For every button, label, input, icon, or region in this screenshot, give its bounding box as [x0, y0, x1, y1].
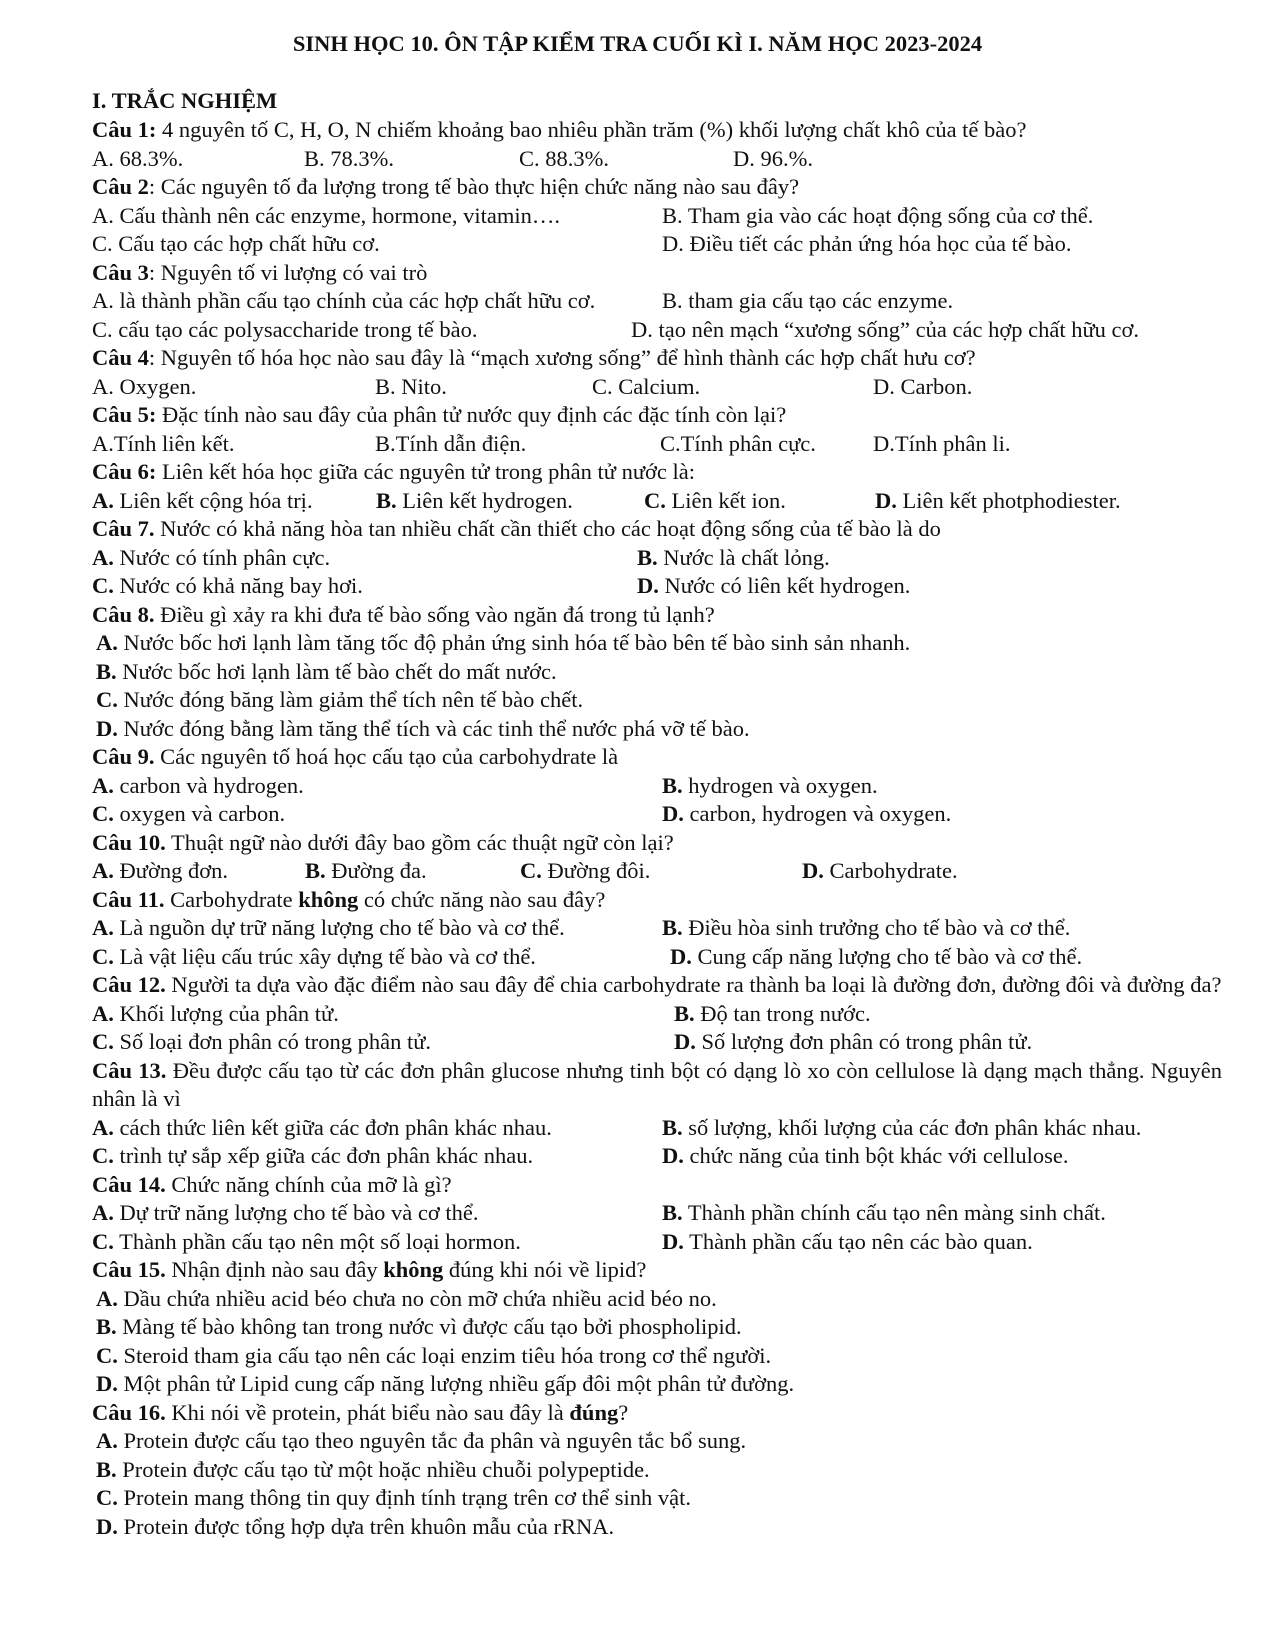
option-text: Màng tế bào không tan trong nước vì được cấu tạo bởi phospholipid. — [116, 1314, 742, 1339]
question-text: 4 nguyên tố C, H, O, N chiếm khoảng bao nhiêu phần trăm (%) khối lượng chất khô của tế bào? — [156, 117, 1027, 142]
answer-option — [92, 857, 228, 886]
answer-option — [92, 316, 477, 345]
question-number: Câu 12. — [92, 972, 166, 997]
option-row — [92, 1513, 1222, 1542]
option-letter: A. — [92, 1000, 114, 1026]
option-text: Nước đóng bằng làm tăng thể tích và các tinh thể nước phá vỡ tế bào. — [117, 715, 750, 741]
option-letter: C. — [519, 145, 540, 171]
option-row — [92, 943, 1222, 972]
option-letter: B. — [662, 1200, 683, 1225]
option-text: Tham gia vào các hoạt động sống của cơ thể. — [682, 202, 1094, 228]
emphasis-text: không — [298, 886, 359, 912]
option-letter: C. — [96, 1342, 118, 1368]
answer-option — [96, 629, 910, 658]
question-block — [92, 1399, 1222, 1542]
answer-option — [660, 430, 816, 459]
answer-option — [96, 1342, 771, 1371]
option-text: Nước bốc hơi lạnh làm tăng tốc độ phản ứng sinh hóa tế bào bên tế bào sinh sản nhanh. — [117, 630, 911, 655]
option-letter: D. — [875, 487, 897, 513]
answer-option — [875, 487, 1121, 516]
option-letter: D. — [662, 1228, 684, 1254]
option-letter: D. — [96, 1371, 118, 1396]
answer-option — [674, 1028, 1032, 1057]
option-row — [92, 1028, 1222, 1057]
question-text: đúng khi nói về lipid? — [443, 1257, 647, 1282]
option-row — [92, 230, 1222, 259]
answer-option — [96, 1484, 691, 1513]
answer-option — [92, 800, 285, 829]
option-row — [92, 658, 1222, 687]
option-text: chức năng của tinh bột khác với cellulose. — [683, 1143, 1069, 1168]
question-number: Câu 7. — [92, 516, 155, 541]
option-text: Protein mang thông tin quy định tính trạng trên cơ thể sinh vật. — [117, 1485, 691, 1510]
option-letter: C. — [96, 1485, 118, 1510]
question-number: Câu 2 — [92, 174, 149, 199]
option-letter: C. — [96, 687, 118, 712]
question-text: Người ta dựa vào đặc điểm nào sau đây để chia carbohydrate ra thành ba loại là đường đơn, đường đôi và đường đa? — [165, 972, 1222, 997]
option-text: Nước có tính phân cực. — [113, 544, 331, 570]
option-letter: A. — [92, 544, 114, 570]
option-text: Tính phân cực. — [680, 430, 816, 456]
option-text: Steroid tham gia cấu tạo nên các loại enzim tiêu hóa trong cơ thể người. — [117, 1342, 772, 1368]
option-letter: B. — [674, 1000, 695, 1026]
option-letter: B. — [662, 772, 683, 798]
question-number: Câu 13. — [92, 1057, 167, 1083]
option-text: Tính phân li. — [894, 430, 1011, 456]
question-text: Điều gì xảy ra khi đưa tế bào sống vào ngăn đá trong tủ lạnh? — [154, 601, 715, 627]
question-stem — [92, 458, 1222, 487]
answer-option — [92, 772, 304, 801]
question-text: Các nguyên tố hoá học cấu tạo của carbohydrate là — [154, 744, 619, 769]
answer-option — [92, 544, 330, 573]
option-letter: B. — [96, 1314, 117, 1339]
question-stem — [92, 344, 1222, 373]
question-stem — [92, 515, 1222, 544]
option-text: carbon và hydrogen. — [113, 772, 304, 798]
answer-option — [92, 1228, 521, 1257]
option-row — [92, 544, 1222, 573]
question-stem — [92, 886, 1222, 915]
option-text: oxygen và carbon. — [113, 801, 286, 826]
question-block — [92, 116, 1222, 173]
option-text: Thành phần cấu tạo nên các bào quan. — [683, 1228, 1033, 1254]
option-text: Liên kết ion. — [665, 487, 786, 513]
question-stem — [92, 601, 1222, 630]
question-block — [92, 458, 1222, 515]
answer-option — [674, 1000, 871, 1029]
option-row — [92, 1199, 1222, 1228]
answer-option — [305, 857, 427, 886]
answer-option — [92, 202, 560, 231]
option-row — [92, 1484, 1222, 1513]
question-block — [92, 259, 1222, 345]
question-list — [92, 116, 1222, 1541]
question-stem — [92, 1057, 1222, 1114]
question-block — [92, 1256, 1222, 1399]
option-letter: B. — [662, 288, 683, 313]
option-letter: C. — [92, 1029, 114, 1054]
question-block — [92, 886, 1222, 972]
option-text: Protein được cấu tạo từ một hoặc nhiều chuỗi polypeptide. — [116, 1456, 650, 1482]
option-text: trình tự sắp xếp giữa các đơn phân khác nhau. — [113, 1143, 534, 1168]
question-number: Câu 14. — [92, 1171, 166, 1197]
question-number: Câu 6: — [92, 459, 157, 484]
option-row — [92, 686, 1222, 715]
question-number: Câu 10. — [92, 829, 166, 855]
answer-option — [376, 487, 573, 516]
option-letter: B. — [96, 1456, 117, 1482]
answer-option — [92, 1114, 552, 1143]
question-number: Câu 15. — [92, 1257, 166, 1282]
option-text: Liên kết hydrogen. — [396, 487, 573, 513]
option-text: Thành phần cấu tạo nên một số loại hormon. — [113, 1228, 521, 1254]
answer-option — [662, 914, 1070, 943]
answer-option — [662, 1199, 1106, 1228]
option-text: Oxygen. — [113, 373, 197, 399]
option-letter: C. — [92, 573, 114, 598]
option-letter: B. — [637, 544, 658, 570]
option-letter: C. — [644, 487, 666, 513]
emphasis-text: không — [383, 1257, 444, 1282]
question-text: Khi nói về protein, phát biểu nào sau đây là — [165, 1399, 570, 1425]
question-stem — [92, 173, 1222, 202]
option-letter: A. — [92, 1114, 114, 1140]
answer-option — [662, 1114, 1141, 1143]
option-letter: D. — [873, 373, 895, 399]
option-letter: C. — [660, 430, 681, 456]
option-letter: B. — [376, 487, 397, 513]
question-text: : Các nguyên tố đa lượng trong tế bào thực hiện chức năng nào sau đây? — [148, 174, 800, 199]
option-letter: B. — [375, 373, 396, 399]
question-stem — [92, 743, 1222, 772]
answer-option — [92, 1142, 533, 1171]
option-letter: A. — [96, 1285, 118, 1311]
option-letter: D. — [873, 430, 895, 456]
option-text: Là vật liệu cấu trúc xây dựng tế bào và cơ thể. — [113, 943, 536, 969]
option-letter: C. — [92, 801, 114, 826]
option-text: Cung cấp năng lượng cho tế bào và cơ thể. — [691, 943, 1083, 969]
option-text: 78.3%. — [324, 145, 395, 171]
question-text: Liên kết hóa học giữa các nguyên tử trong phân tử nước là: — [156, 459, 696, 484]
option-row — [92, 629, 1222, 658]
option-letter: D. — [670, 943, 692, 969]
option-text: Là nguồn dự trữ năng lượng cho tế bào và cơ thể. — [113, 915, 565, 940]
answer-option — [92, 430, 234, 459]
question-block — [92, 344, 1222, 401]
question-number: Câu 5: — [92, 402, 157, 427]
option-row — [92, 1427, 1222, 1456]
question-stem — [92, 971, 1222, 1000]
question-number: Câu 1: — [92, 117, 157, 142]
option-letter: A. — [92, 487, 114, 513]
option-text: Số loại đơn phân có trong phân tử. — [113, 1029, 432, 1054]
option-text: 68.3%. — [113, 145, 184, 171]
answer-option — [733, 145, 813, 174]
option-letter: C. — [92, 1143, 114, 1168]
option-letter: C. — [92, 943, 114, 969]
question-block — [92, 743, 1222, 829]
answer-option — [662, 800, 951, 829]
option-text: Số lượng đơn phân có trong phân tử. — [695, 1029, 1033, 1054]
question-number: Câu 3 — [92, 259, 149, 285]
option-text: Liên kết photphodiester. — [896, 487, 1121, 513]
answer-option — [92, 914, 565, 943]
option-letter: A. — [92, 145, 114, 171]
question-text: ? — [618, 1399, 629, 1425]
answer-option — [520, 857, 650, 886]
option-row — [92, 1456, 1222, 1485]
option-text: 96.%. — [754, 145, 813, 171]
option-row — [92, 1228, 1222, 1257]
answer-option — [637, 572, 910, 601]
answer-option — [375, 430, 526, 459]
option-text: Nito. — [395, 373, 447, 399]
section-heading: I. TRẮC NGHIỆM — [92, 88, 278, 113]
question-number: Câu 9. — [92, 744, 155, 769]
question-stem — [92, 1256, 1222, 1285]
answer-option — [96, 1285, 717, 1314]
option-row — [92, 857, 1222, 886]
option-text: Thành phần chính cấu tạo nên màng sinh chất. — [682, 1200, 1106, 1225]
question-block — [92, 173, 1222, 259]
answer-option — [92, 1199, 479, 1228]
question-stem — [92, 116, 1222, 145]
question-stem — [92, 259, 1222, 288]
option-row — [92, 287, 1222, 316]
option-text: carbon, hydrogen và oxygen. — [683, 801, 952, 826]
option-row — [92, 572, 1222, 601]
option-row — [92, 1313, 1222, 1342]
answer-option — [802, 857, 958, 886]
answer-option — [637, 544, 830, 573]
option-text: Tính liên kết. — [113, 430, 235, 456]
option-row — [92, 800, 1222, 829]
option-text: Protein được tổng hợp dựa trên khuôn mẫu của rRNA. — [117, 1513, 615, 1539]
option-letter: D. — [96, 1513, 118, 1539]
answer-option — [92, 572, 363, 601]
option-letter: B. — [304, 145, 325, 171]
option-letter: A. — [96, 630, 118, 655]
question-stem — [92, 1399, 1222, 1428]
question-block — [92, 601, 1222, 744]
option-row — [92, 1285, 1222, 1314]
option-letter: D. — [674, 1029, 696, 1054]
option-text: Đường đa. — [325, 858, 427, 883]
option-text: Protein được cấu tạo theo nguyên tắc đa phân và nguyên tắc bổ sung. — [117, 1428, 747, 1453]
answer-option — [873, 373, 972, 402]
option-text: là thành phần cấu tạo chính của các hợp chất hữu cơ. — [113, 288, 596, 313]
option-row — [92, 487, 1222, 516]
option-row — [92, 1114, 1222, 1143]
question-number: Câu 16. — [92, 1399, 166, 1425]
option-text: Điều hòa sinh trưởng cho tế bào và cơ thể. — [682, 915, 1071, 940]
question-number: Câu 11. — [92, 886, 165, 912]
option-letter: A. — [96, 1428, 118, 1453]
option-letter: A. — [92, 288, 114, 313]
answer-option — [519, 145, 609, 174]
page-title: SINH HỌC 10. ÔN TẬP KIỂM TRA CUỐI KÌ I. NĂM HỌC 2023-2024 — [292, 31, 983, 56]
question-stem — [92, 1171, 1222, 1200]
option-text: Độ tan trong nước. — [694, 1000, 871, 1026]
option-row — [92, 1000, 1222, 1029]
option-text: Đường đơn. — [113, 858, 228, 883]
answer-option — [96, 1427, 746, 1456]
option-text: hydrogen và oxygen. — [682, 772, 878, 798]
answer-option — [662, 202, 1093, 231]
answer-option — [92, 230, 380, 259]
option-row — [92, 430, 1222, 459]
answer-option — [662, 230, 1072, 259]
option-letter: C. — [520, 858, 542, 883]
answer-option — [96, 1370, 794, 1399]
option-text: Tính dẫn điện. — [395, 430, 527, 456]
answer-option — [92, 373, 196, 402]
option-letter: B. — [662, 915, 683, 940]
option-text: Carbohydrate. — [823, 858, 958, 883]
option-letter: D. — [631, 316, 653, 342]
option-row — [92, 316, 1222, 345]
question-text: có chức năng nào sau đây? — [358, 886, 606, 912]
answer-option — [96, 1313, 742, 1342]
option-text: cấu tạo các polysaccharide trong tế bào. — [112, 316, 478, 342]
question-text: Đặc tính nào sau đây của phân tử nước quy định các đặc tính còn lại? — [156, 402, 787, 427]
question-text: : Nguyên tố vi lượng có vai trò — [148, 259, 428, 285]
option-text: Nước bốc hơi lạnh làm tế bào chết do mất nước. — [116, 658, 557, 684]
option-text: tạo nên mạch “xương sống” của các hợp chất hữu cơ. — [652, 316, 1140, 342]
option-text: Cấu tạo các hợp chất hữu cơ. — [112, 231, 380, 256]
answer-option — [662, 1142, 1068, 1171]
answer-option — [592, 373, 700, 402]
question-block — [92, 971, 1222, 1057]
option-letter: A. — [92, 1200, 114, 1225]
option-text: số lượng, khối lượng của các đơn phân khác nhau. — [682, 1114, 1142, 1140]
option-text: Một phân tử Lipid cung cấp năng lượng nhiều gấp đôi một phân tử đường. — [117, 1371, 795, 1396]
option-row — [92, 914, 1222, 943]
question-stem — [92, 829, 1222, 858]
question-number: Câu 4 — [92, 345, 149, 370]
option-letter: C. — [92, 1228, 114, 1254]
answer-option — [96, 686, 583, 715]
question-block — [92, 401, 1222, 458]
option-text: Nước đóng băng làm giảm thể tích nên tế bào chết. — [117, 687, 584, 712]
option-letter: D. — [662, 231, 684, 256]
option-text: Nước là chất lỏng. — [657, 544, 830, 570]
option-letter: A. — [92, 202, 114, 228]
option-text: Dầu chứa nhiều acid béo chưa no còn mỡ chứa nhiều acid béo no. — [117, 1285, 717, 1311]
option-letter: D. — [96, 715, 118, 741]
option-text: Nước có khả năng bay hơi. — [113, 573, 363, 598]
option-text: 88.3%. — [539, 145, 610, 171]
option-text: Calcium. — [612, 373, 701, 399]
option-letter: A. — [92, 915, 114, 940]
option-text: Khối lượng của phân tử. — [113, 1000, 339, 1026]
question-text: Nước có khả năng hòa tan nhiều chất cần thiết cho các hoạt động sống của tế bào là do — [154, 516, 941, 541]
option-text: Liên kết cộng hóa trị. — [113, 487, 313, 513]
option-letter: D. — [802, 858, 824, 883]
answer-option — [662, 772, 878, 801]
answer-option — [662, 287, 953, 316]
option-letter: C. — [92, 231, 113, 256]
emphasis-text: đúng — [569, 1399, 619, 1425]
answer-option — [631, 316, 1139, 345]
question-block — [92, 829, 1222, 886]
question-block — [92, 1171, 1222, 1257]
answer-option — [92, 943, 536, 972]
option-row — [92, 772, 1222, 801]
option-row — [92, 1142, 1222, 1171]
option-letter: C. — [92, 316, 113, 342]
question-block — [92, 515, 1222, 601]
answer-option — [96, 1456, 650, 1485]
question-text: Thuật ngữ nào dưới đây bao gồm các thuật ngữ còn lại? — [165, 829, 674, 855]
option-text: Cấu thành nên các enzyme, hormone, vitamin…. — [113, 202, 560, 228]
option-text: Đường đôi. — [541, 858, 651, 883]
option-letter: D. — [662, 1143, 684, 1168]
option-text: tham gia cấu tạo các enzyme. — [682, 288, 954, 313]
answer-option — [662, 1228, 1033, 1257]
question-block — [92, 1057, 1222, 1171]
option-text: Dự trữ năng lượng cho tế bào và cơ thể. — [113, 1200, 479, 1225]
answer-option — [670, 943, 1082, 972]
option-text: cách thức liên kết giữa các đơn phân khác nhau. — [113, 1114, 552, 1140]
question-stem — [92, 401, 1222, 430]
answer-option — [375, 373, 447, 402]
option-letter: A. — [92, 430, 114, 456]
option-text: Điều tiết các phản ứng hóa học của tế bào. — [683, 231, 1072, 256]
option-row — [92, 202, 1222, 231]
answer-option — [304, 145, 394, 174]
option-letter: D. — [637, 573, 659, 598]
answer-option — [96, 658, 557, 687]
option-letter: A. — [92, 373, 114, 399]
answer-option — [96, 1513, 614, 1542]
option-letter: D. — [733, 145, 755, 171]
option-text: Carbon. — [894, 373, 973, 399]
option-row — [92, 715, 1222, 744]
option-letter: B. — [662, 1114, 683, 1140]
answer-option — [873, 430, 1010, 459]
answer-option — [92, 487, 313, 516]
question-text: : Nguyên tố hóa học nào sau đây là “mạch xương sống” để hình thành các hợp chất hưu cơ? — [148, 345, 976, 370]
question-number: Câu 8. — [92, 601, 155, 627]
answer-option — [92, 287, 595, 316]
answer-option — [92, 1000, 339, 1029]
question-text: Nhận định nào sau đây — [165, 1257, 384, 1282]
option-row — [92, 1370, 1222, 1399]
option-letter: A. — [92, 858, 114, 883]
option-letter: B. — [305, 858, 326, 883]
option-row — [92, 373, 1222, 402]
question-text: Chức năng chính của mỡ là gì? — [165, 1171, 452, 1197]
option-letter: A. — [92, 772, 114, 798]
question-text: Đều được cấu tạo từ các đơn phân glucose nhưng tinh bột có dạng lò xo còn cellulose là dạng mạch thẳng. Nguyên nhân là vì — [92, 1057, 1222, 1111]
option-row — [92, 1342, 1222, 1371]
answer-option — [644, 487, 786, 516]
option-letter: B. — [662, 202, 683, 228]
question-text: Carbohydrate — [164, 886, 299, 912]
option-text: Nước có liên kết hydrogen. — [658, 573, 911, 598]
answer-option — [92, 1028, 431, 1057]
option-letter: B. — [96, 658, 117, 684]
answer-option — [92, 145, 183, 174]
answer-option — [96, 715, 750, 744]
option-letter: C. — [592, 373, 613, 399]
option-row — [92, 145, 1222, 174]
option-letter: D. — [662, 801, 684, 826]
option-letter: B. — [375, 430, 396, 456]
